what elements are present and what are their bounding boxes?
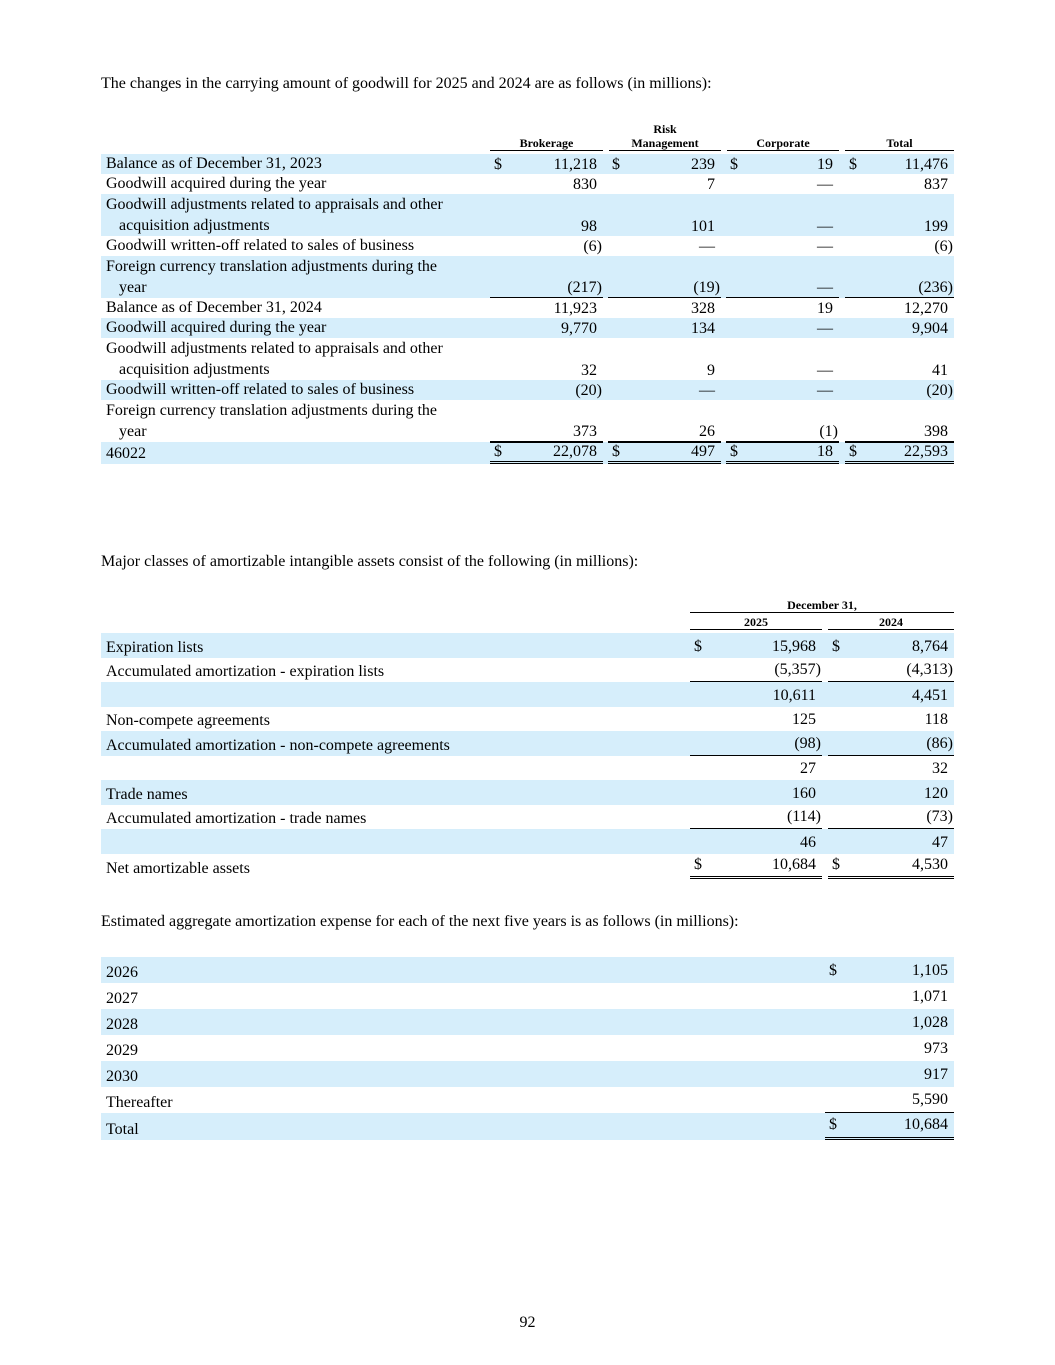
row-label — [101, 854, 690, 879]
row-label — [101, 1113, 825, 1140]
row-label-text: Non-compete agreements — [106, 712, 270, 729]
value-cell — [606, 338, 724, 380]
goodwill-row — [101, 174, 954, 194]
row-label — [101, 829, 690, 854]
value-text: 11,476 — [904, 156, 948, 173]
value-text: 9 — [707, 362, 715, 379]
intangible-row — [101, 682, 954, 707]
value-text: (5,357) — [774, 661, 821, 678]
row-label — [101, 682, 690, 707]
value-text: 199 — [924, 218, 948, 235]
value-cell — [825, 983, 954, 1009]
value-cell — [724, 380, 842, 400]
value-cell — [690, 707, 825, 732]
value-text: — — [817, 218, 833, 235]
value-cell — [825, 633, 954, 658]
row-label-text: Goodwill adjustments related to appraisals and other — [106, 196, 443, 213]
value-text: 8,764 — [912, 637, 948, 655]
row-label-text: Accumulated amortization - expiration lists — [106, 663, 385, 680]
row-label-text: Trade names — [106, 785, 188, 803]
value-cell — [488, 256, 606, 298]
value-cell — [825, 780, 954, 805]
row-label — [101, 1009, 825, 1035]
value-text: 4,530 — [912, 855, 948, 873]
value-text: (4,313) — [906, 661, 953, 678]
value-cell — [488, 174, 606, 194]
dollar-sign: $ — [829, 962, 837, 979]
row-label — [101, 236, 488, 256]
value-cell — [842, 298, 954, 318]
value-cell — [488, 154, 606, 174]
value-cell — [488, 236, 606, 256]
value-text: — — [817, 362, 833, 379]
value-text: 26 — [699, 423, 715, 440]
value-cell — [724, 154, 842, 174]
value-text: 497 — [691, 443, 715, 460]
value-text: (114) — [786, 808, 821, 825]
value-text: (73) — [926, 808, 953, 825]
row-label — [101, 756, 690, 781]
row-label — [101, 633, 690, 658]
row-label — [101, 805, 690, 830]
row-label — [101, 707, 690, 732]
value-text: 18 — [817, 443, 833, 460]
row-label-text: Net amortizable assets — [106, 859, 250, 877]
value-cell — [690, 731, 825, 756]
value-text: (20) — [575, 382, 602, 399]
value-text: 328 — [691, 300, 715, 317]
intangible-row — [101, 829, 954, 854]
row-label-text: Expiration lists — [106, 638, 204, 656]
row-label — [101, 780, 690, 805]
row-label-text: 2028 — [106, 1016, 138, 1033]
row-label-text: Balance as of December 31, 2023 — [106, 155, 322, 172]
value-text: 10,611 — [772, 686, 816, 704]
value-text: 830 — [573, 176, 597, 193]
goodwill-intro-text: The changes in the carrying amount of goodwill for 2025 and 2024 are as follows (in millions): — [101, 75, 712, 92]
value-text: 1,071 — [912, 988, 948, 1005]
value-cell — [842, 400, 954, 442]
col-risk-header-line1: Risk — [653, 122, 677, 136]
amortization-row — [101, 1061, 954, 1087]
value-text: 973 — [924, 1040, 948, 1057]
value-cell — [606, 318, 724, 338]
value-cell — [842, 442, 954, 464]
dollar-sign: $ — [832, 855, 840, 873]
page-number: 92 — [519, 1314, 536, 1331]
intangible-row — [101, 633, 954, 658]
row-label-text: Goodwill written-off related to sales of business — [106, 381, 415, 398]
value-text: 15,968 — [772, 637, 816, 655]
row-label-text: Goodwill acquired during the year — [106, 319, 327, 336]
row-label — [101, 194, 488, 236]
row-label — [101, 1035, 825, 1061]
value-cell — [724, 442, 842, 464]
intangible-row — [101, 731, 954, 756]
intangible-row — [101, 854, 954, 879]
value-text: (6) — [934, 238, 953, 255]
row-label-text: Goodwill written-off related to sales of business — [106, 237, 415, 254]
dollar-sign: $ — [494, 156, 502, 173]
value-text: (236) — [918, 279, 953, 296]
value-text: 22,078 — [553, 443, 597, 460]
row-label-text: Accumulated amortization - non-compete agreements — [106, 736, 450, 754]
value-text: 22,593 — [904, 443, 948, 460]
value-cell — [842, 154, 954, 174]
value-text: 10,684 — [772, 855, 816, 873]
intangibles-table — [101, 598, 954, 879]
goodwill-row — [101, 442, 954, 464]
value-cell — [825, 957, 954, 983]
value-text: 47 — [932, 833, 948, 851]
row-label — [101, 442, 488, 464]
dollar-sign: $ — [694, 855, 702, 873]
value-cell — [825, 682, 954, 707]
goodwill-row — [101, 338, 954, 380]
amortization-intro-text: Estimated aggregate amortization expense for each of the next five years is as follows (in millions): — [101, 913, 739, 930]
value-text: — — [817, 176, 833, 193]
value-cell — [488, 298, 606, 318]
row-label — [101, 256, 488, 298]
value-cell — [825, 1009, 954, 1035]
dollar-sign: $ — [730, 443, 738, 460]
value-text: — — [817, 238, 833, 255]
december-31-header: December 31, — [690, 598, 954, 613]
dollar-sign: $ — [849, 443, 857, 460]
value-text: 12,270 — [904, 300, 948, 317]
value-text: (98) — [794, 734, 821, 752]
goodwill-row — [101, 298, 954, 318]
value-cell — [690, 805, 825, 830]
value-cell — [606, 400, 724, 442]
value-cell — [825, 1061, 954, 1087]
goodwill-row — [101, 318, 954, 338]
row-label — [101, 318, 488, 338]
value-text: 11,218 — [553, 156, 597, 173]
value-cell — [690, 658, 825, 683]
value-text: 118 — [924, 711, 948, 728]
row-label-continued: acquisition adjustments — [119, 217, 270, 234]
value-text: 4,451 — [912, 686, 948, 704]
amortization-table — [101, 957, 954, 1140]
intangible-row — [101, 707, 954, 732]
amortization-row — [101, 1035, 954, 1061]
value-cell — [842, 194, 954, 236]
value-text: (86) — [926, 734, 953, 752]
row-label-text: Foreign currency translation adjustments during the — [106, 402, 438, 419]
value-cell — [842, 318, 954, 338]
amortization-row — [101, 1009, 954, 1035]
value-cell — [606, 174, 724, 194]
value-cell — [488, 194, 606, 236]
dollar-sign: $ — [849, 156, 857, 173]
row-label — [101, 957, 825, 983]
col-corporate-header: Corporate — [727, 136, 839, 151]
value-cell — [825, 707, 954, 732]
intangible-row — [101, 658, 954, 683]
value-cell — [606, 194, 724, 236]
value-text: (6) — [583, 238, 602, 255]
intangible-row — [101, 780, 954, 805]
value-cell — [690, 780, 825, 805]
dollar-sign: $ — [730, 156, 738, 173]
dollar-sign: $ — [494, 443, 502, 460]
row-label-text: Thereafter — [106, 1094, 173, 1111]
value-cell — [606, 236, 724, 256]
row-label — [101, 174, 488, 194]
intangibles-intro-text: Major classes of amortizable intangible assets consist of the following (in millions): — [101, 553, 639, 570]
goodwill-row — [101, 154, 954, 174]
row-label-text: Goodwill acquired during the year — [106, 175, 327, 192]
row-label-continued: acquisition adjustments — [119, 361, 270, 378]
value-cell — [842, 236, 954, 256]
row-label — [101, 400, 488, 442]
row-label-text: Balance as of December 31, 2024 — [106, 299, 322, 316]
row-label — [101, 731, 690, 756]
value-text: 32 — [932, 760, 948, 777]
value-cell — [606, 154, 724, 174]
row-label — [101, 1087, 825, 1113]
value-cell — [842, 380, 954, 400]
value-cell — [488, 338, 606, 380]
value-cell — [724, 338, 842, 380]
row-label — [101, 658, 690, 683]
col-total-header: Total — [845, 136, 954, 151]
value-text: 1,105 — [912, 962, 948, 979]
row-label-text: 2026 — [106, 964, 138, 981]
value-text: (217) — [567, 279, 602, 296]
row-label-text: 2029 — [106, 1042, 138, 1059]
value-cell — [606, 442, 724, 464]
value-cell — [690, 854, 825, 879]
value-cell — [724, 318, 842, 338]
value-cell — [724, 400, 842, 442]
value-cell — [488, 442, 606, 464]
row-label — [101, 338, 488, 380]
value-cell — [825, 756, 954, 781]
value-cell — [690, 633, 825, 658]
col-2025-header: 2025 — [690, 615, 822, 630]
value-cell — [825, 658, 954, 683]
value-cell — [842, 256, 954, 298]
goodwill-row — [101, 256, 954, 298]
value-text: — — [817, 320, 833, 337]
row-label-text: Goodwill adjustments related to appraisals and other — [106, 340, 443, 357]
value-text: 917 — [924, 1066, 948, 1083]
goodwill-row — [101, 194, 954, 236]
value-cell — [606, 298, 724, 318]
value-cell — [724, 194, 842, 236]
value-cell — [606, 256, 724, 298]
value-cell — [690, 829, 825, 854]
value-cell — [724, 174, 842, 194]
row-label — [101, 154, 488, 174]
value-cell — [825, 805, 954, 830]
value-text: 9,770 — [561, 320, 597, 337]
value-cell — [825, 829, 954, 854]
value-text: 101 — [691, 218, 715, 235]
row-label-text: 2030 — [106, 1068, 138, 1085]
value-text: 120 — [924, 784, 948, 802]
value-text: (20) — [926, 382, 953, 399]
value-text: 10,684 — [904, 1116, 948, 1133]
value-cell — [825, 731, 954, 756]
amortization-row — [101, 957, 954, 983]
row-label — [101, 380, 488, 400]
row-label-text: Foreign currency translation adjustments during the — [106, 258, 438, 275]
intangible-row — [101, 756, 954, 781]
value-text: — — [699, 238, 715, 255]
dollar-sign: $ — [829, 1116, 837, 1133]
value-text: 98 — [581, 218, 597, 235]
dollar-sign: $ — [612, 443, 620, 460]
value-cell — [724, 236, 842, 256]
col-risk-header-line2: Management — [609, 136, 721, 151]
value-cell — [690, 756, 825, 781]
value-cell — [488, 318, 606, 338]
value-text: 134 — [691, 320, 715, 337]
value-text: — — [817, 279, 833, 296]
row-label-text: 2027 — [106, 990, 138, 1007]
goodwill-row — [101, 236, 954, 256]
row-label — [101, 298, 488, 318]
value-text: 373 — [573, 423, 597, 440]
value-cell — [825, 1087, 954, 1113]
value-cell — [724, 256, 842, 298]
value-text: 1,028 — [912, 1014, 948, 1031]
amortization-row — [101, 1113, 954, 1140]
value-text: 398 — [924, 423, 948, 440]
goodwill-table — [101, 122, 954, 464]
value-text: 9,904 — [912, 320, 948, 337]
value-text: 32 — [581, 362, 597, 379]
row-label-text: Total — [106, 1121, 139, 1138]
value-text: — — [699, 382, 715, 399]
value-text: 837 — [924, 176, 948, 193]
value-text: 19 — [817, 156, 833, 173]
value-cell — [825, 1035, 954, 1061]
value-text: (1) — [819, 423, 838, 440]
value-text: 5,590 — [912, 1091, 948, 1108]
col-brokerage-header: Brokerage — [490, 136, 603, 151]
value-cell — [488, 400, 606, 442]
amortization-row — [101, 983, 954, 1009]
value-cell — [690, 682, 825, 707]
value-cell — [724, 298, 842, 318]
value-text: 46 — [800, 833, 816, 851]
goodwill-row — [101, 400, 954, 442]
value-text: 125 — [792, 711, 816, 728]
value-cell — [488, 380, 606, 400]
value-text: 19 — [817, 300, 833, 317]
value-cell — [842, 174, 954, 194]
value-text: 41 — [932, 362, 948, 379]
dollar-sign: $ — [832, 637, 840, 655]
value-text: — — [817, 382, 833, 399]
value-text: 7 — [707, 176, 715, 193]
row-label-continued: year — [119, 423, 147, 440]
value-text: 11,923 — [553, 300, 597, 317]
value-text: 160 — [792, 784, 816, 802]
value-text: (19) — [693, 279, 720, 296]
row-label-continued: year — [119, 279, 147, 296]
row-label — [101, 983, 825, 1009]
dollar-sign: $ — [694, 637, 702, 655]
intangible-row — [101, 805, 954, 830]
row-label-text: 46022 — [106, 445, 146, 462]
dollar-sign: $ — [612, 156, 620, 173]
row-label-text: Accumulated amortization - trade names — [106, 810, 367, 827]
goodwill-row — [101, 380, 954, 400]
col-2024-header: 2024 — [828, 615, 954, 630]
value-text: 27 — [800, 760, 816, 777]
value-cell — [606, 380, 724, 400]
value-cell — [825, 854, 954, 879]
value-cell — [825, 1113, 954, 1140]
value-cell — [842, 338, 954, 380]
value-text: 239 — [691, 156, 715, 173]
row-label — [101, 1061, 825, 1087]
amortization-row — [101, 1087, 954, 1113]
